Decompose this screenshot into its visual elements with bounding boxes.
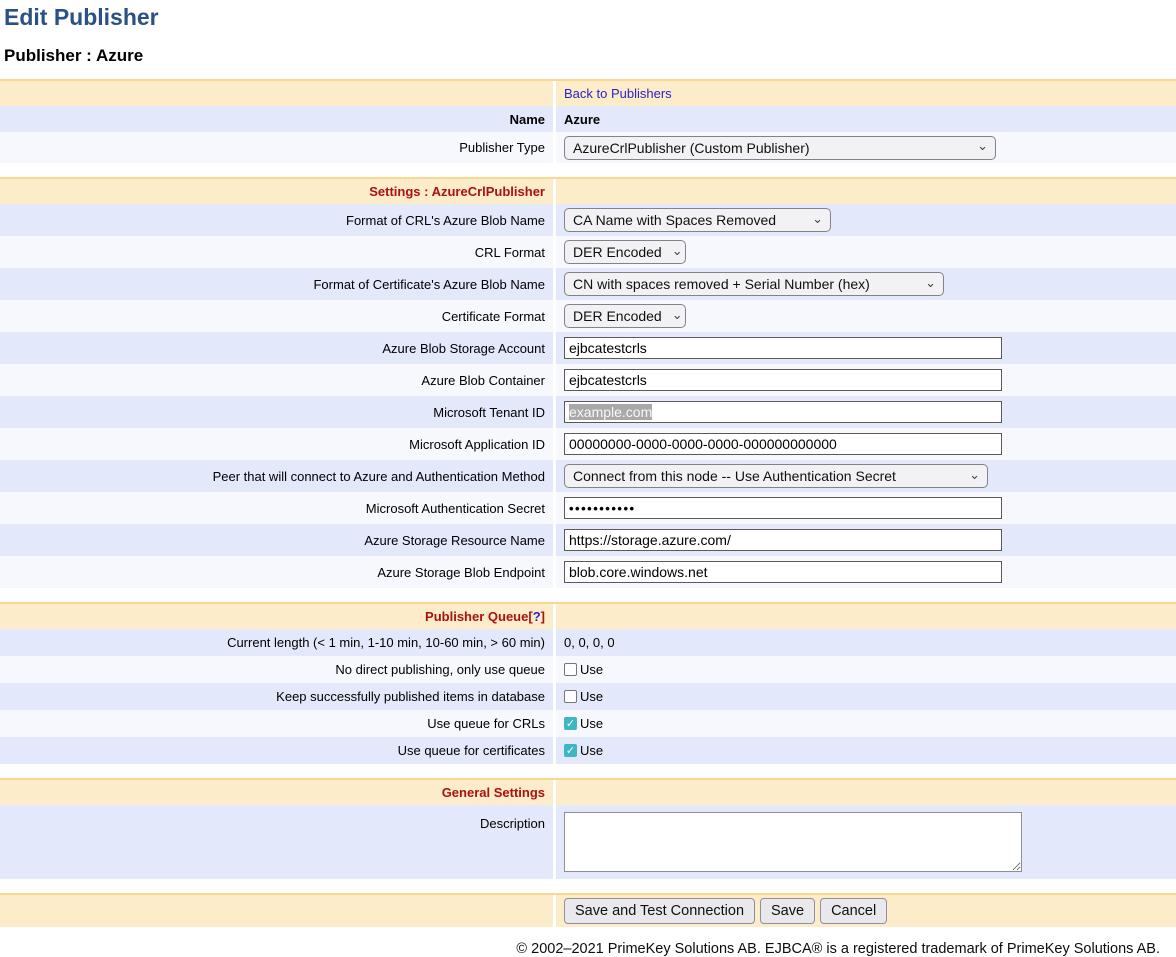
cancel-button[interactable]: Cancel: [820, 898, 887, 924]
microsoft-authentication-secret-label: Microsoft Authentication Secret: [365, 500, 545, 516]
settings-row: [0, 524, 1176, 556]
checkbox-label: Use: [580, 662, 604, 677]
crl-format-select[interactable]: [564, 240, 686, 264]
settings-row: [0, 300, 1176, 332]
azure-blob-container-label: Azure Blob Container: [421, 372, 545, 388]
azure-storage-blob-endpoint-input[interactable]: [564, 561, 1002, 583]
azure-blob-container-input[interactable]: [564, 369, 1002, 391]
azure-storage-resource-name-label: Azure Storage Resource Name: [364, 532, 545, 548]
peer-that-will-connect-to-azure-and-authentication-method-select[interactable]: [564, 464, 988, 488]
settings-section-title: Settings : AzureCrlPublisher: [369, 184, 545, 199]
queue-help-link[interactable]: ?: [532, 609, 541, 624]
page-title: Edit Publisher: [4, 4, 159, 30]
crl-format-label: CRL Format: [474, 244, 545, 260]
use-queue-for-certificates-label: Use queue for certificates: [397, 743, 545, 758]
format-of-certificate-s-azure-blob-name-select[interactable]: [564, 272, 944, 296]
settings-row: [0, 204, 1176, 236]
certificate-format-label: Certificate Format: [441, 308, 545, 324]
settings-row: [0, 396, 1176, 428]
format-of-crl-s-azure-blob-name-label: Format of CRL's Azure Blob Name: [346, 212, 545, 228]
selected-value: CN with spaces removed + Serial Number (hex): [573, 276, 870, 292]
settings-row: [0, 268, 1176, 300]
no-direct-publishing-only-use-queue-checkbox[interactable]: [564, 663, 577, 676]
queue-header-row: [0, 602, 1176, 629]
current-length-1-min-1-10-min-10-60-min-60-min-label: Current length (< 1 min, 1-10 min, 10-60 min, > 60 min): [227, 635, 545, 650]
general-section-title: General Settings: [441, 785, 545, 800]
settings-row: [0, 460, 1176, 492]
actions-row: [0, 893, 1176, 927]
chevron-down-icon: ⌄: [812, 210, 823, 226]
format-of-crl-s-azure-blob-name-select[interactable]: [564, 208, 831, 232]
save-button[interactable]: Save: [760, 898, 815, 924]
peer-that-will-connect-to-azure-and-authentication-method-label: Peer that will connect to Azure and Authentication Method: [212, 468, 545, 484]
description-row: [0, 805, 1176, 879]
azure-storage-blob-endpoint-label: Azure Storage Blob Endpoint: [377, 564, 545, 580]
checkbox-label: Use: [580, 716, 604, 731]
queue-row: [0, 683, 1176, 710]
queue-section-title: Publisher Queue: [425, 609, 529, 624]
chevron-down-icon: ⌄: [671, 242, 683, 258]
publisher-type-selected-value: AzureCrlPublisher (Custom Publisher): [573, 139, 810, 156]
microsoft-tenant-id-input[interactable]: [564, 401, 1002, 423]
section-actions: [0, 893, 1176, 927]
publisher-type-row: [0, 132, 1176, 163]
keep-successfully-published-items-in-database-label: Keep successfully published items in database: [276, 689, 545, 704]
input-value: ejbcatestcrls: [569, 372, 647, 388]
queue-row: [0, 737, 1176, 764]
help-bracket-close: ]: [540, 609, 545, 624]
settings-row: [0, 236, 1176, 268]
table-header-row: [0, 79, 1176, 106]
back-to-publishers-link[interactable]: Back to Publishers: [564, 86, 672, 101]
description-label: Description: [479, 816, 545, 831]
section-publisher-queue: [0, 602, 1176, 764]
selected-value: DER Encoded: [573, 308, 662, 324]
input-value: blob.core.windows.net: [569, 564, 708, 580]
section-top: [0, 79, 1176, 163]
publisher-type-select[interactable]: [564, 136, 996, 160]
general-header-row: [0, 778, 1176, 805]
microsoft-authentication-secret-input[interactable]: [564, 497, 1002, 519]
checkbox-label: Use: [580, 689, 604, 704]
publisher-type-label: Publisher Type: [459, 140, 545, 155]
selected-value: Connect from this node -- Use Authentication Secret: [573, 468, 896, 484]
selected-value: CA Name with Spaces Removed: [573, 212, 777, 228]
copyright-footer: © 2002–2021 PrimeKey Solutions AB. EJBCA® is a registered trademark of PrimeKey Solutions AB.: [516, 941, 1160, 957]
queue-row: [0, 656, 1176, 683]
use-queue-for-crls-label: Use queue for CRLs: [427, 716, 545, 731]
microsoft-application-id-input[interactable]: [564, 433, 1002, 455]
input-value: ejbcatestcrls: [569, 340, 647, 356]
input-value: https://storage.azure.com/: [569, 532, 731, 548]
chevron-down-icon: ⌄: [925, 274, 936, 290]
chevron-down-icon: ⌄: [969, 466, 980, 482]
publisher-name-value: Azure: [564, 111, 601, 127]
microsoft-tenant-id-label: Microsoft Tenant ID: [433, 404, 545, 420]
input-value: example.com: [569, 404, 653, 420]
use-queue-for-crls-checkbox[interactable]: ✓: [565, 718, 576, 730]
keep-successfully-published-items-in-database-checkbox[interactable]: [564, 690, 577, 703]
settings-rows: [0, 204, 1176, 588]
format-of-certificate-s-azure-blob-name-label: Format of Certificate's Azure Blob Name: [313, 276, 545, 292]
azure-blob-storage-account-label: Azure Blob Storage Account: [382, 340, 545, 356]
chevron-down-icon: ⌄: [671, 306, 683, 322]
input-value: 00000000-0000-0000-0000-000000000000: [569, 436, 837, 452]
section-general-settings: [0, 778, 1176, 879]
queue-row: [0, 629, 1176, 656]
settings-row: [0, 364, 1176, 396]
chevron-down-icon: ⌄: [977, 138, 988, 153]
azure-storage-resource-name-input[interactable]: [564, 529, 1002, 551]
save-and-test-connection-button[interactable]: Save and Test Connection: [564, 898, 755, 924]
name-label: Name: [509, 111, 545, 127]
publisher-name-row: [0, 106, 1176, 132]
settings-row: [0, 556, 1176, 588]
azure-blob-storage-account-input[interactable]: [564, 337, 1002, 359]
settings-header-row: [0, 177, 1176, 204]
certificate-format-select[interactable]: [564, 304, 686, 328]
settings-row: [0, 492, 1176, 524]
help-bracket-open: [: [528, 609, 533, 624]
queue-row: [0, 710, 1176, 737]
settings-row: [0, 332, 1176, 364]
queue-rows: [0, 629, 1176, 764]
input-value: •••••••••••: [569, 500, 636, 516]
microsoft-application-id-label: Microsoft Application ID: [409, 436, 545, 452]
use-queue-for-certificates-checkbox[interactable]: ✓: [565, 745, 576, 757]
checkbox-label: Use: [580, 743, 604, 758]
section-settings: [0, 177, 1176, 588]
queue-length-value: 0, 0, 0, 0: [564, 635, 615, 650]
settings-row: [0, 428, 1176, 460]
selected-value: DER Encoded: [573, 244, 662, 260]
publisher-subtitle: Publisher : Azure: [4, 46, 144, 65]
description-textarea[interactable]: [564, 812, 1022, 872]
no-direct-publishing-only-use-queue-label: No direct publishing, only use queue: [335, 662, 545, 677]
